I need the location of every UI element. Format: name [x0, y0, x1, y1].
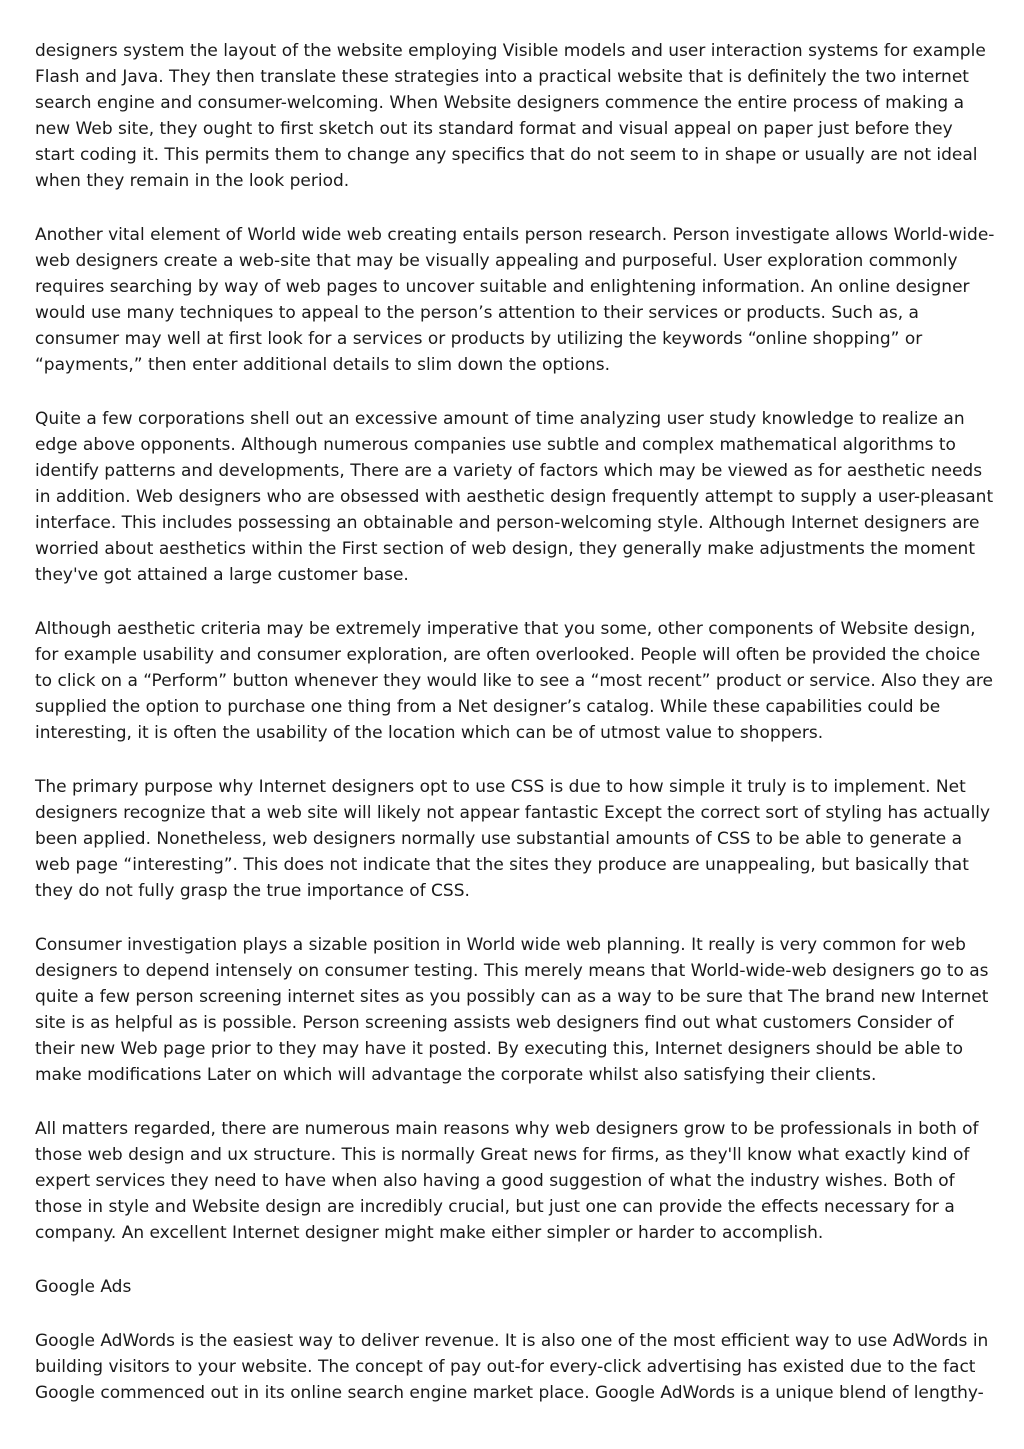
paragraph-3: Quite a few corporations shell out an excessive amount of time analyzing user study knowledge to realize an edge above opponents. Although numerous companies use subtle and complex mathematical algorithms to identify patterns and developments, There are a variety of factors which may be viewed as for aesthetic needs in addition. Web designers who are obsessed with aesthetic design frequently attempt to supply a user-pleasant interface. This includes possessing an obtainable and person-welcoming style. Although Internet designers are worried about aesthetics within the First section of web design, they generally make adjustments the moment they've got attained a large customer base. — [35, 409, 994, 585]
document-body — [35, 38, 995, 1434]
section-heading: Google Ads — [35, 1277, 132, 1297]
paragraph-2: Another vital element of World wide web creating entails person research. Person investigate allows World-wide-web designers create a web-site that may be visually appealing and purposeful. User exploration commonly requires searching by way of web pages to uncover suitable and enlightening information. An online designer would use many techniques to appeal to the person’s attention to their services or products. Such as, a consumer may well at first look for a services or products by utilizing the keywords “online shopping” or “payments,” then enter additional details to slim down the options. — [35, 225, 995, 375]
paragraph-5: The primary purpose why Internet designers opt to use CSS is due to how simple it truly is to implement. Net designers recognize that a web site will likely not appear fantastic Except the correct sort of styling has actually been applied. Nonetheless, web designers normally use substantial amounts of CSS to be able to generate a web page “interesting”. This does not indicate that the sites they produce are unappealing, but basically that they do not fully grasp the true importance of CSS. — [35, 777, 991, 901]
paragraph-7: All matters regarded, there are numerous main reasons why web designers grow to be professionals in both of those web design and ux structure. This is normally Great news for firms, as they'll know what exactly kind of expert services they need to have when also having a good suggestion of what the industry wishes. Both of those in style and Website design are incredibly crucial, but just one can provide the effects necessary for a company. An excellent Internet designer might make either simpler or harder to accomplish. — [35, 1119, 979, 1243]
paragraph-6: Consumer investigation plays a sizable position in World wide web planning. It really is very common for web designers to depend intensely on consumer testing. This merely means that World-wide-web designers go to as quite a few person screening internet sites as you possibly can as a way to be sure that The brand new Internet site is as helpful as is possible. Person screening assists web designers find out what customers Consider of their new Web page prior to they may have it posted. By executing this, Internet designers should be able to make modifications Later on which will advantage the corporate whilst also satisfying their clients. — [35, 935, 989, 1085]
paragraph-4: Although aesthetic criteria may be extremely imperative that you some, other components of Website design, for example usability and consumer exploration, are often overlooked. People will often be provided the choice to click on a “Perform” button whenever they would like to see a “most recent” product or service. Also they are supplied the option to purchase one thing from a Net designer’s catalog. While these capabilities could be interesting, it is often the usability of the location which can be of utmost value to shoppers. — [35, 619, 994, 743]
paragraph-1: designers system the layout of the website employing Visible models and user interaction systems for example Flash and Java. They then translate these strategies into a practical website that is definitely the two internet search engine and consumer-welcoming. When Website designers commence the entire process of making a new Web site, they ought to first sketch out its standard format and visual appeal on paper just before they start coding it. This permits them to change any specifics that do not seem to in shape or usually are not ideal when they remain in the look period. — [35, 41, 986, 191]
final-paragraph: Google AdWords is the easiest way to deliver revenue. It is also one of the most efficient way to use AdWords in building visitors to your website. The concept of pay out-for every-click advertising has existed due to the fact Google commenced out in its online search engine market place. Google AdWords is a unique blend of lengthy- — [35, 1331, 989, 1403]
